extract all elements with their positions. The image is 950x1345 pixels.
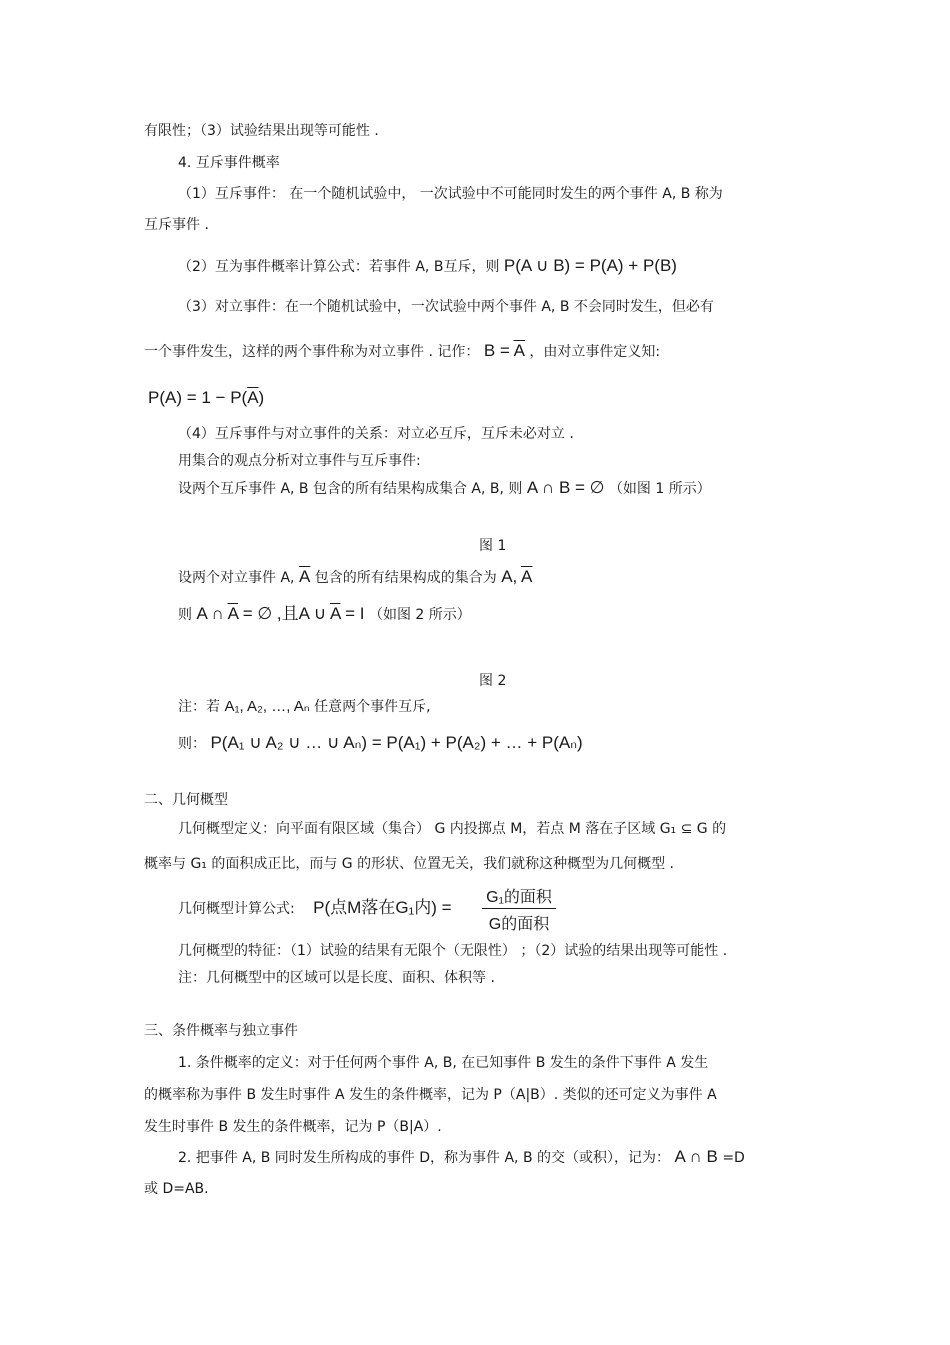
formula (501, 567, 532, 586)
overline-symbol: $\overline{A}$ (521, 567, 533, 586)
formula: A ∩ B = ∅ (526, 478, 605, 497)
overline-symbol: $\overline{A}$ (513, 341, 525, 360)
text-span: （如图 1 所示） (608, 481, 711, 497)
formula-part: P(A) = 1 − P( (148, 388, 248, 407)
text-line (178, 568, 532, 587)
text-span: 包含的所有结果构成的集合为 (314, 570, 497, 586)
formula-part: A ∩ (196, 604, 228, 623)
figure-caption: 图 1 (479, 538, 507, 554)
text-span: 则 (178, 607, 192, 623)
text-line: 注：几何概型中的区域可以是长度、面积、体积等 . (178, 970, 495, 986)
text-span: 则： (178, 736, 206, 752)
formula: A ∩ B (674, 1147, 718, 1166)
formula: P(A₁ ∪ A₂ ∪ … ∪ Aₙ) = P(A₁) + P(A₂) + … + P(Aₙ) (210, 733, 583, 752)
formula (484, 341, 525, 360)
text-line: （4）互斥事件与对立事件的关系：对立必互斥，互斥未必对立 . (178, 426, 574, 442)
text-line: 概率与 G₁ 的面积成正比，而与 G 的形状、位置无关，我们就称这种概型为几何概型 . (144, 856, 675, 872)
text-line (178, 698, 431, 716)
text-span: ，由对立事件定义知: (529, 344, 661, 360)
overline-symbol: $\overline{A}$ (329, 604, 341, 623)
formula-part: B = (483, 341, 514, 360)
text-line (178, 257, 677, 276)
text-line: 或 D=AB. (144, 1181, 209, 1197)
text-span: 几何概型计算公式: (178, 901, 295, 917)
formula-part: A, (501, 567, 522, 586)
text-line: 1. 条件概率的定义：对于任何两个事件 A, B, 在已知事件 B 发生的条件下事件 A 发生 (178, 1055, 709, 1071)
text-span: 2. 把事件 A, B 同时发生所构成的事件 D，称为事件 A, B 的交（或积），记为： (178, 1150, 671, 1166)
text-line (178, 605, 471, 624)
text-line (178, 899, 452, 918)
text-span: 设两个对立事件 A, (178, 570, 295, 586)
text-line (178, 1148, 745, 1167)
text-span: 任意两个事件互斥, (314, 699, 431, 715)
overline-symbol: $\overline{A}$ (247, 388, 259, 407)
text-line: （1）互斥事件： 在一个随机试验中， 一次试验中不可能同时发生的两个事件 A, B 称为 (178, 186, 723, 202)
text-span: （2）互为事件概率计算公式：若事件 A, B互斥，则 (178, 259, 500, 275)
figure-caption: 图 2 (479, 673, 507, 689)
text-line: 几何概型的特征：（1）试验的结果有无限个（无限性） ；（2）试验的结果出现等可能性 . (178, 943, 728, 959)
formula-part: ) (258, 388, 265, 407)
text-line (178, 479, 711, 498)
text-span: 注：若 (178, 699, 220, 715)
formula: A₁, A₂, …, Aₙ (224, 698, 310, 715)
text-line: 用集合的观点分析对立事件与互斥事件: (178, 453, 421, 469)
overline-symbol: $\overline{A}$ (227, 604, 238, 623)
text-line: 有限性；（3）试验结果出现等可能性 . (144, 123, 379, 139)
text-line: （3）对立事件：在一个随机试验中，一次试验中两个事件 A, B 不会同时发生，但必有 (178, 299, 714, 315)
formula: P(A ∪ B) = P(A) + P(B) (503, 256, 677, 275)
formula (196, 604, 364, 623)
fraction-bar (482, 908, 556, 909)
fraction (482, 884, 556, 932)
formula: P(点M落在G₁内) = (313, 898, 452, 917)
text-span: （如图 2 所示） (368, 607, 471, 623)
text-line: 几何概型定义：向平面有限区域（集合） G 内投掷点 M，若点 M 落在子区域 G₁ ⊆ G 的 (178, 821, 727, 837)
fraction-denominator: G的面积 (488, 916, 550, 933)
fraction-numerator: G₁的面积 (486, 889, 552, 906)
text-span: 设两个互斥事件 A, B 包含的所有结果构成集合 A, B, 则 (178, 481, 523, 497)
formula-part: = ∅ ,且A ∪ (238, 604, 330, 623)
formula-line (148, 389, 264, 407)
overline-symbol: $\overline{A}$ (298, 567, 311, 586)
section-heading: 4. 互斥事件概率 (178, 155, 280, 171)
section-heading: 三、条件概率与独立事件 (144, 1023, 298, 1039)
text-span: =D (722, 1150, 745, 1166)
text-line: 发生时事件 B 发生的条件概率，记为 P（B|A）. (144, 1119, 442, 1135)
text-line: 互斥事件 . (144, 217, 209, 233)
text-line (178, 734, 583, 753)
text-line: 的概率称为事件 B 发生时事件 A 发生的条件概率，记为 P（A|B）. 类似的还可定义为事件 A (144, 1087, 717, 1103)
text-line (144, 342, 660, 361)
section-heading: 二、几何概型 (144, 792, 228, 808)
formula-part: = I (340, 604, 365, 623)
text-span: 一个事件发生，这样的两个事件称为对立事件 . 记作： (144, 344, 480, 360)
